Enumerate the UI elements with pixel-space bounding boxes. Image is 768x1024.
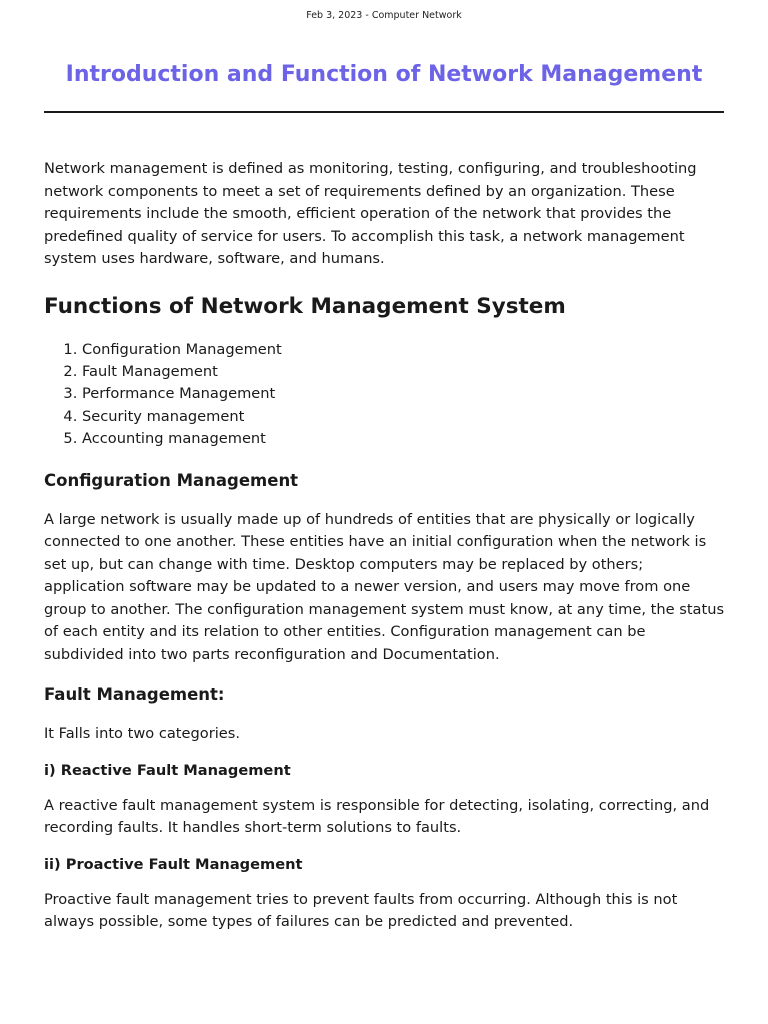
functions-list (44, 339, 728, 451)
functions-list-item: 1. Configuration Management (82, 339, 728, 361)
configuration-paragraph: A large network is usually made up of hundreds of entities that are physically or logically connected to one another. These entities have an initial configuration when the network is set up, but can change with time. Desktop computers may be replaced by others; application software may be updated to a newer version, and users may move from one group to another. The configuration management system must know, at any time, the status of each entity and its relation to other entities. Configuration management can be subdivided into two parts reconfiguration and Documentation. (44, 510, 725, 663)
fault-heading: Fault Management: (44, 685, 225, 705)
functions-heading: Functions of Network Management System (44, 293, 566, 319)
article-body (44, 158, 728, 934)
intro-paragraph: Network management is defined as monitoring, testing, configuring, and troubleshooting network components to meet a set of requirements defined by an organization. These requirements include the smooth, efficient operation of the network that provides the predefined quality of service for users. To accomplish this task, a network management system uses hardware, software, and humans. (44, 160, 697, 267)
functions-list-item: 4. Security management (82, 406, 728, 428)
configuration-heading: Configuration Management (44, 470, 299, 490)
page-title: Introduction and Function of Network Management (65, 62, 703, 87)
reactive-fault-paragraph: A reactive fault management system is responsible for detecting, isolating, correcting, and recording faults. It handles short-term solutions to faults. (44, 796, 710, 837)
functions-list-item: 2. Fault Management (82, 361, 728, 383)
proactive-fault-paragraph: Proactive fault management tries to prevent faults from occurring. Although this is not always possible, some types of failures can be predicted and prevented. (44, 890, 678, 931)
proactive-fault-heading: ii) Proactive Fault Management (44, 855, 303, 873)
page-header-meta: Feb 3, 2023 - Computer Network (306, 10, 462, 21)
functions-list-item: 5. Accounting management (82, 428, 728, 450)
title-divider (44, 111, 724, 113)
reactive-fault-heading: i) Reactive Fault Management (44, 761, 291, 779)
functions-list-item: 3. Performance Management (82, 383, 728, 405)
fault-intro-paragraph: It Falls into two categories. (44, 725, 240, 743)
